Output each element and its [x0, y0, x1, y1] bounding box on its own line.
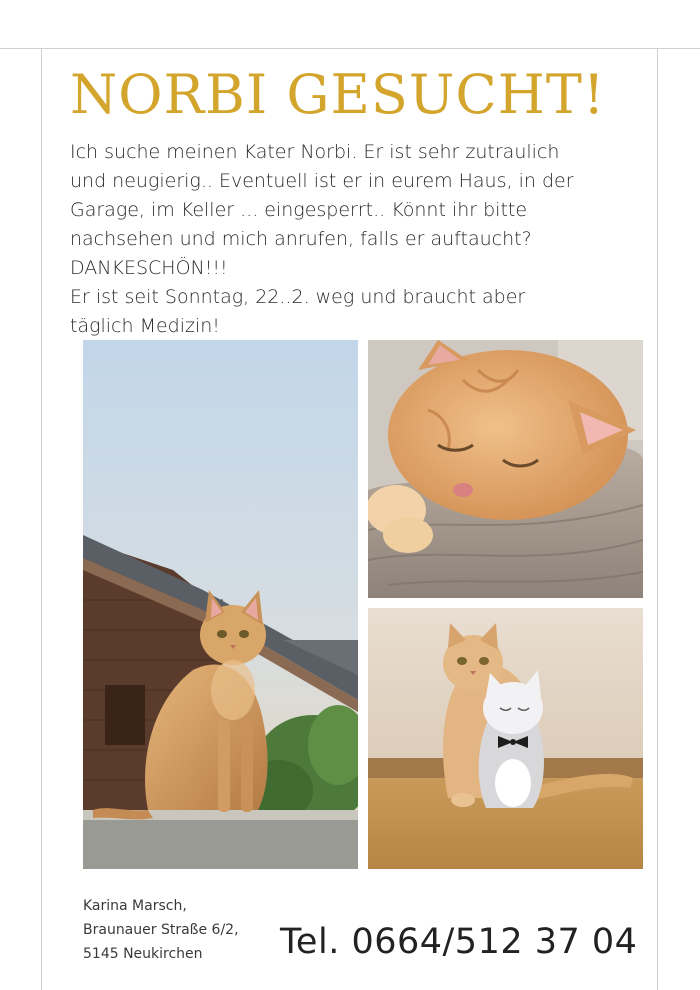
frame-right-line — [657, 48, 658, 990]
message-line: Garage, im Keller ... eingesperrt.. Könnt ihr bitte — [70, 199, 528, 221]
photo-cat-sleeping-image — [368, 340, 643, 598]
photo-cat-with-figurine — [368, 608, 643, 869]
flyer-message — [70, 138, 630, 341]
photo-cat-with-figurine-image — [368, 608, 643, 869]
contact-city: 5145 Neukirchen — [83, 946, 203, 962]
message-line: Ich suche meinen Kater Norbi. Er ist sehr zutraulich — [70, 141, 560, 163]
contact-phone: Tel. 0664/512 37 04 — [280, 922, 638, 962]
message-line: DANKESCHÖN!!! — [70, 257, 228, 279]
frame-left-line — [41, 48, 42, 990]
message-line: täglich Medizin! — [70, 315, 220, 337]
photo-cat-sleeping — [368, 340, 643, 598]
message-line: Er ist seit Sonntag, 22..2. weg und braucht aber — [70, 286, 526, 308]
flyer-title: NORBI GESUCHT! — [70, 63, 606, 126]
contact-address — [83, 894, 239, 966]
photo-cat-on-ledge — [83, 340, 358, 869]
contact-street: Braunauer Straße 6/2, — [83, 922, 239, 938]
frame-top-line — [0, 48, 700, 49]
message-line: nachsehen und mich anrufen, falls er auftaucht? — [70, 228, 532, 250]
photo-cat-on-ledge-image — [83, 340, 358, 869]
message-line: und neugierig.. Eventuell ist er in eurem Haus, in der — [70, 170, 574, 192]
contact-name: Karina Marsch, — [83, 898, 187, 914]
